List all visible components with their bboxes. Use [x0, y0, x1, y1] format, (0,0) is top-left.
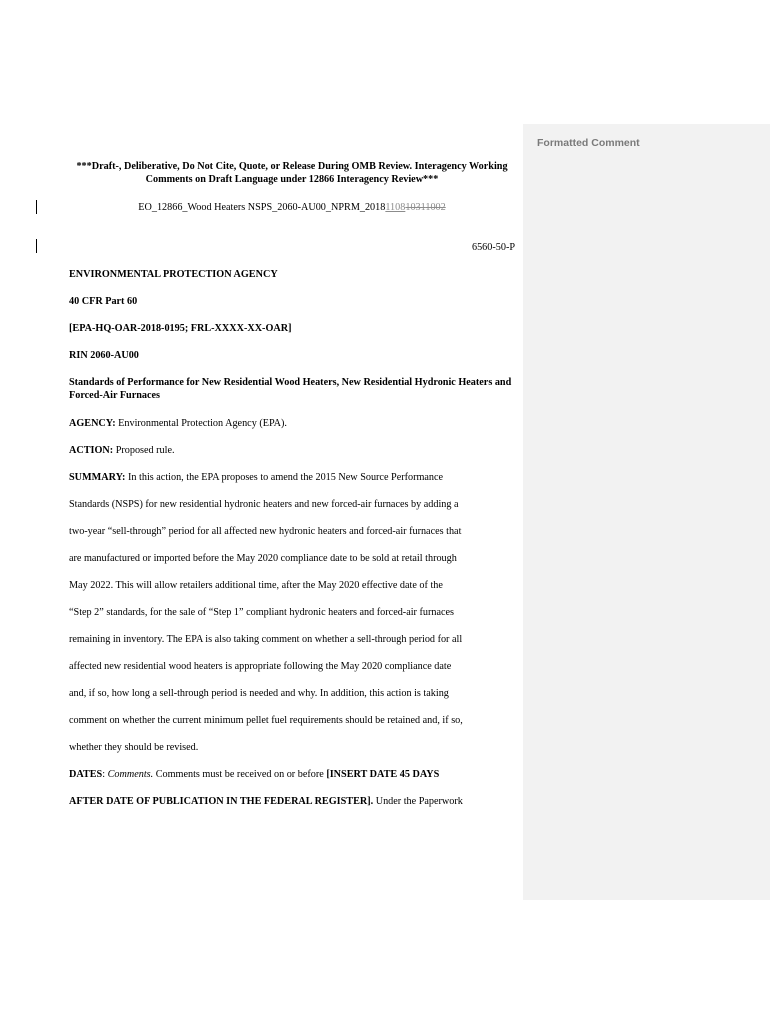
file-id-prefix: EO_12866_Wood Heaters NSPS_2060-AU00_NPRM_2018 [138, 202, 386, 213]
cfr-part: 40 CFR Part 60 [69, 296, 138, 307]
summary-line: comment on whether the current minimum pellet fuel requirements should be retained and, if so, [69, 715, 463, 726]
summary-line: remaining in inventory. The EPA is also taking comment on whether a sell-through period for all [69, 634, 463, 645]
dates-comments: Comments. [107, 769, 154, 780]
summary-line: “Step 2” standards, for the sale of “Step 1” compliant hydronic heaters and forced-air furnaces [69, 607, 454, 618]
summary-line: whether they should be revised. [69, 742, 199, 753]
dates-insert-2: AFTER DATE OF PUBLICATION IN THE FEDERAL REGISTER]. [69, 796, 374, 807]
agency-label: AGENCY: [69, 418, 116, 429]
doc-code: 6560-50-P [471, 242, 515, 253]
summary-line: May 2022. This will allow retailers additional time, after the May 2020 effective date of the [69, 580, 443, 591]
change-bar [36, 239, 37, 253]
file-id-suffix: 1002 [425, 202, 446, 213]
action-value: Proposed rule. [113, 445, 175, 456]
dates-line: DATES: Comments. Comments must be received on or before [INSERT DATE 45 DAYS [69, 769, 440, 780]
rule-title: Standards of Performance for New Residential Wood Heaters, New Residential Hydronic Heaters and Forced-Air Furnaces [69, 377, 512, 401]
dates-label: DATES [69, 769, 103, 780]
comment-pane-title: Formatted Comment [537, 137, 640, 149]
action-line [69, 444, 515, 457]
agency-heading: ENVIRONMENTAL PROTECTION AGENCY [69, 269, 278, 280]
action-label: ACTION: [69, 445, 114, 456]
dates-line-2: AFTER DATE OF PUBLICATION IN THE FEDERAL REGISTER]. Under the Paperwork [69, 796, 463, 807]
summary-line: and, if so, how long a sell-through period is needed and why. In addition, this action is taking [69, 688, 449, 699]
summary-line: affected new residential wood heaters is appropriate following the May 2020 compliance date [69, 661, 452, 672]
change-bar [36, 200, 37, 214]
file-id-deleted: 1031 [405, 202, 426, 213]
rin-number: RIN 2060-AU00 [69, 350, 139, 361]
summary-label: SUMMARY: [69, 472, 126, 483]
dates-insert-1: [INSERT DATE 45 DAYS [326, 769, 440, 780]
file-id-inserted: 1108 [385, 202, 406, 213]
draft-notice: ***Draft-, Deliberative, Do Not Cite, Quote, or Release During OMB Review. Interagency Working Comments on Draft Language under 12866 Interagency Review*** [76, 161, 508, 185]
summary-line: are manufactured or imported before the May 2020 compliance date to be sold at retail through [69, 553, 457, 564]
file-id [69, 201, 515, 214]
docket-number: [EPA-HQ-OAR-2018-0195; FRL-XXXX-XX-OAR] [69, 323, 292, 334]
summary-line: two-year “sell-through” period for all affected new hydronic heaters and forced-air furnaces that [69, 526, 462, 537]
summary-line: SUMMARY: In this action, the EPA proposes to amend the 2015 New Source Performance [69, 472, 444, 483]
summary-line: Standards (NSPS) for new residential hydronic heaters and new forced-air furnaces by adding a [69, 499, 459, 510]
agency-line [69, 417, 515, 430]
agency-value: Environmental Protection Agency (EPA). [115, 418, 287, 429]
comment-pane [523, 124, 770, 900]
